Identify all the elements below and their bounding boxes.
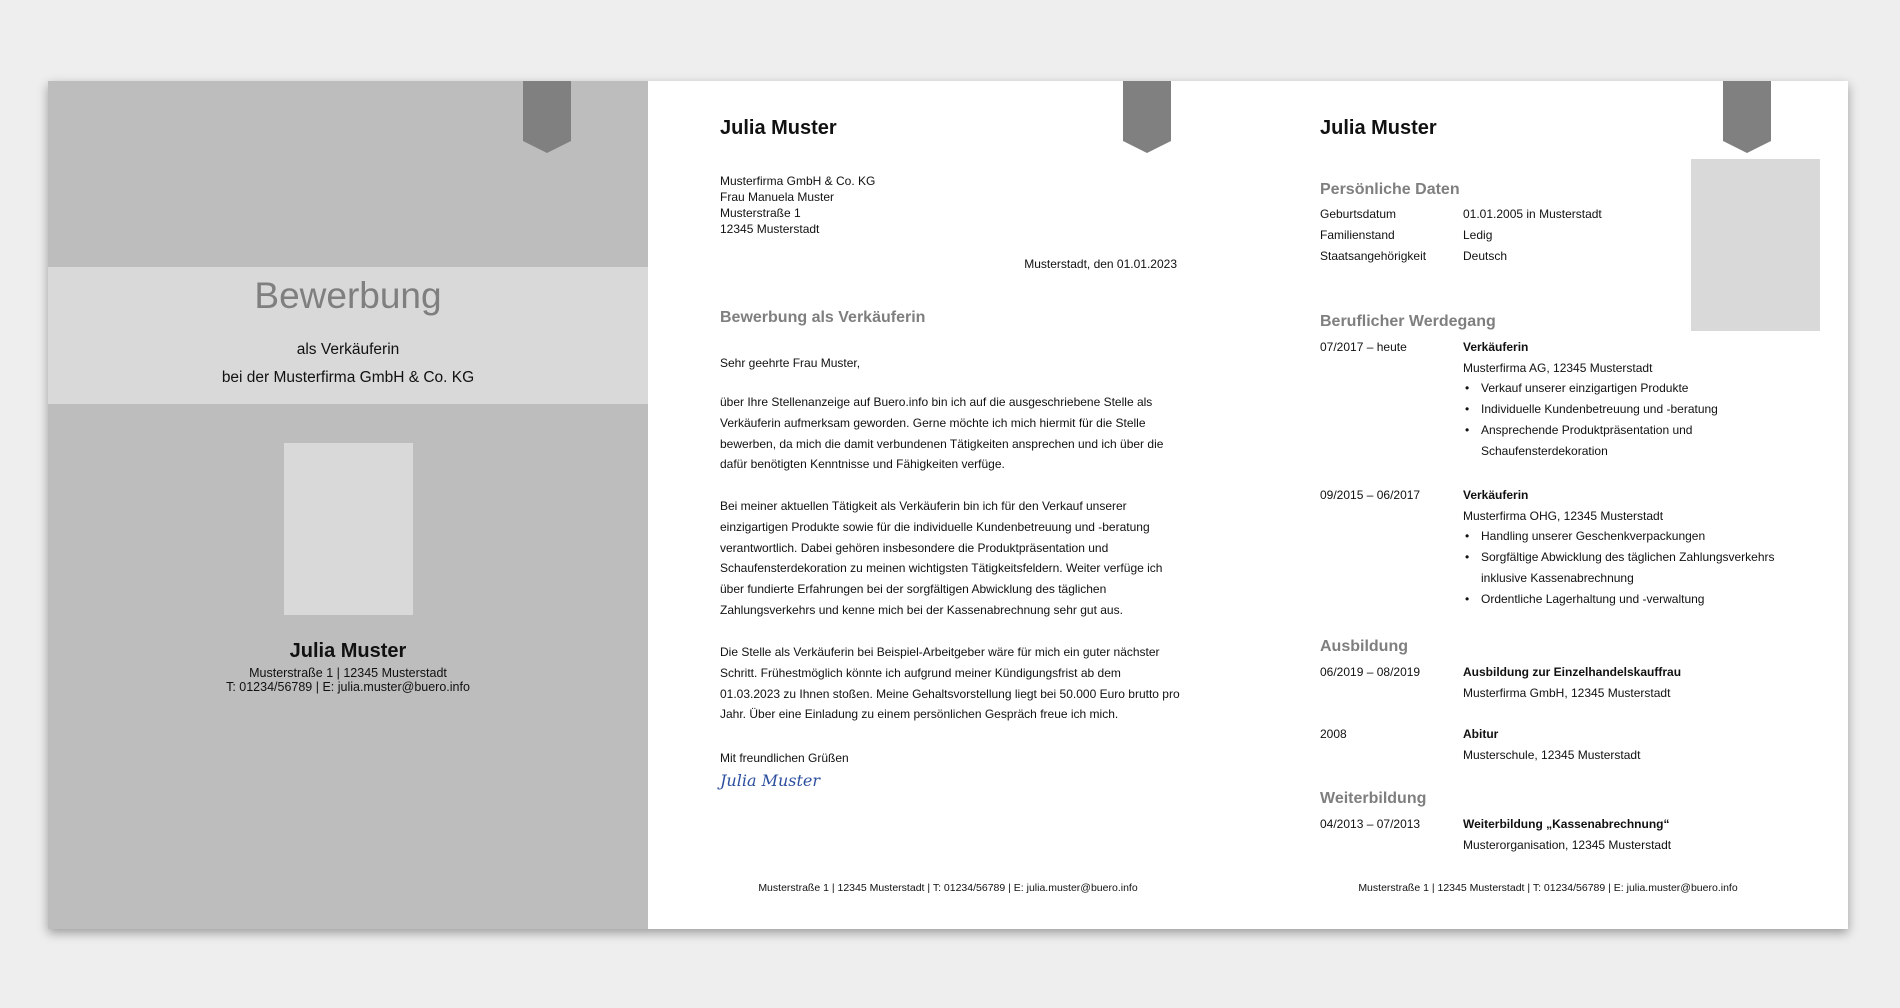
- letter-paragraph: über Ihre Stellenanzeige auf Buero.info bin ich auf die ausgeschriebene Stelle als Verkäuferin aufmerksam geworden. Gerne möchte ich mich hiermit für die Stelle bewerben, da mich die damit verbundenen Tätigkeiten ansprechen und ich über die dafür benötigten Kenntnisse und Fähigkeiten verfüge.: [720, 395, 1164, 472]
- list-item: • Ordentliche Lagerhaltung und -verwaltung: [1463, 589, 1793, 610]
- letter-subject: Bewerbung als Verkäuferin: [720, 309, 926, 326]
- signature: Julia Muster: [720, 771, 821, 790]
- list-item: • Verkauf unserer einzigartigen Produkte: [1463, 378, 1793, 399]
- education-period: 06/2019 – 08/2019: [1320, 665, 1421, 679]
- letter-date: Musterstadt, den 01.01.2023: [1024, 257, 1177, 271]
- personal-value: 01.01.2005 in Musterstadt: [1463, 207, 1602, 221]
- letter-paragraph: Die Stelle als Verkäuferin bei Beispiel-Arbeitgeber wäre für mich ein guter nächster Schritt. Frühestmöglich könnte ich aufgrund meiner Kündigungsfrist ab dem 01.03.2023 zu Ihnen stoßen. Meine Gehaltsvorstellung liegt bei 50.000 Euro brutto pro Jahr. Über eine Einladung zu einem persönlichen Gespräch freue ich mich.: [720, 645, 1180, 722]
- education-title: Abitur: [1463, 727, 1499, 741]
- cv-page: [1248, 81, 1848, 929]
- career-period: 09/2015 – 06/2017: [1320, 488, 1421, 502]
- letter-page: [648, 81, 1248, 929]
- cv-footer: Musterstraße 1 | 12345 Musterstadt | T: 01234/56789 | E: julia.muster@buero.info: [1358, 882, 1738, 894]
- career-title: Verkäuferin: [1463, 340, 1529, 354]
- letter-closing: Mit freundlichen Grüßen: [720, 751, 849, 765]
- personal-label: Familienstand: [1320, 228, 1395, 242]
- cover-title: Bewerbung: [254, 275, 442, 316]
- training-title: Weiterbildung „Kassenabrechnung“: [1463, 817, 1670, 831]
- bookmark-icon: [1123, 81, 1171, 153]
- section-heading-personal: Persönliche Daten: [1320, 181, 1460, 198]
- section-heading-career: Beruflicher Werdegang: [1320, 313, 1496, 330]
- bookmark-icon: [1723, 81, 1771, 153]
- letter-sender-name: Julia Muster: [720, 117, 837, 139]
- photo-placeholder: [1691, 159, 1820, 331]
- career-company: Musterfirma AG, 12345 Musterstadt: [1463, 361, 1653, 375]
- career-company: Musterfirma OHG, 12345 Musterstadt: [1463, 509, 1664, 523]
- personal-label: Staatsangehörigkeit: [1320, 249, 1427, 263]
- cover-name: Julia Muster: [289, 640, 407, 662]
- training-place: Musterorganisation, 12345 Musterstadt: [1463, 838, 1672, 852]
- recipient-address: [720, 173, 875, 237]
- letter-paragraph: Bei meiner aktuellen Tätigkeit als Verkäuferin bin ich für den Verkauf unserer einzigartigen Produkte sowie für die individuelle Kundenbetreuung und -beratung verantwortlich. Dabei gehören insbesondere die Produktpräsentation und Schaufensterdekoration zu meinen wichtigsten Tätigkeitsfeldern. Weiter verfüge ich über fundierte Erfahrungen bei der sorgfältigen Abwicklung des täglichen Zahlungsverkehrs und kenne mich bei der Kassenabrechnung sehr gut aus.: [720, 499, 1163, 617]
- bookmark-icon: [523, 81, 571, 153]
- cover-page: [48, 81, 648, 929]
- list-item: • Sorgfältige Abwicklung des täglichen Zahlungsverkehrs inklusive Kassenabrechnung: [1463, 547, 1793, 589]
- cv-name: Julia Muster: [1320, 117, 1437, 139]
- career-title: Verkäuferin: [1463, 488, 1529, 502]
- career-bullets: [1463, 526, 1793, 610]
- education-place: Musterschule, 12345 Musterstadt: [1463, 748, 1641, 762]
- education-title: Ausbildung zur Einzelhandelskauffrau: [1463, 665, 1682, 679]
- training-period: 04/2013 – 07/2013: [1320, 817, 1421, 831]
- list-item: • Ansprechende Produktpräsentation und Schaufensterdekoration: [1463, 420, 1793, 462]
- recipient-line: Musterstraße 1: [720, 206, 801, 220]
- photo-placeholder: [284, 443, 413, 615]
- recipient-line: Musterfirma GmbH & Co. KG: [720, 174, 876, 188]
- personal-value: Deutsch: [1463, 249, 1508, 263]
- cover-address: Musterstraße 1 | 12345 Musterstadt: [249, 666, 447, 680]
- personal-label: Geburtsdatum: [1320, 207, 1397, 221]
- recipient-line: Frau Manuela Muster: [720, 190, 835, 204]
- recipient-line: 12345 Musterstadt: [720, 222, 820, 236]
- letter-salutation: Sehr geehrte Frau Muster,: [720, 356, 861, 370]
- education-period: 2008: [1320, 727, 1347, 741]
- section-heading-training: Weiterbildung: [1320, 790, 1427, 807]
- education-place: Musterfirma GmbH, 12345 Musterstadt: [1463, 686, 1671, 700]
- document-spread: [48, 81, 1848, 929]
- list-item: • Handling unserer Geschenkverpackungen: [1463, 526, 1793, 547]
- letter-footer: Musterstraße 1 | 12345 Musterstadt | T: 01234/56789 | E: julia.muster@buero.info: [758, 882, 1138, 894]
- career-bullets: [1463, 378, 1793, 462]
- career-period: 07/2017 – heute: [1320, 340, 1407, 354]
- cover-subtitle-position: als Verkäuferin: [296, 341, 400, 358]
- section-heading-education: Ausbildung: [1320, 638, 1408, 655]
- cover-subtitle-company: bei der Musterfirma GmbH & Co. KG: [221, 369, 475, 386]
- personal-value: Ledig: [1463, 228, 1493, 242]
- cover-contact: T: 01234/56789 | E: julia.muster@buero.info: [226, 680, 470, 694]
- list-item: • Individuelle Kundenbetreuung und -beratung: [1463, 399, 1793, 420]
